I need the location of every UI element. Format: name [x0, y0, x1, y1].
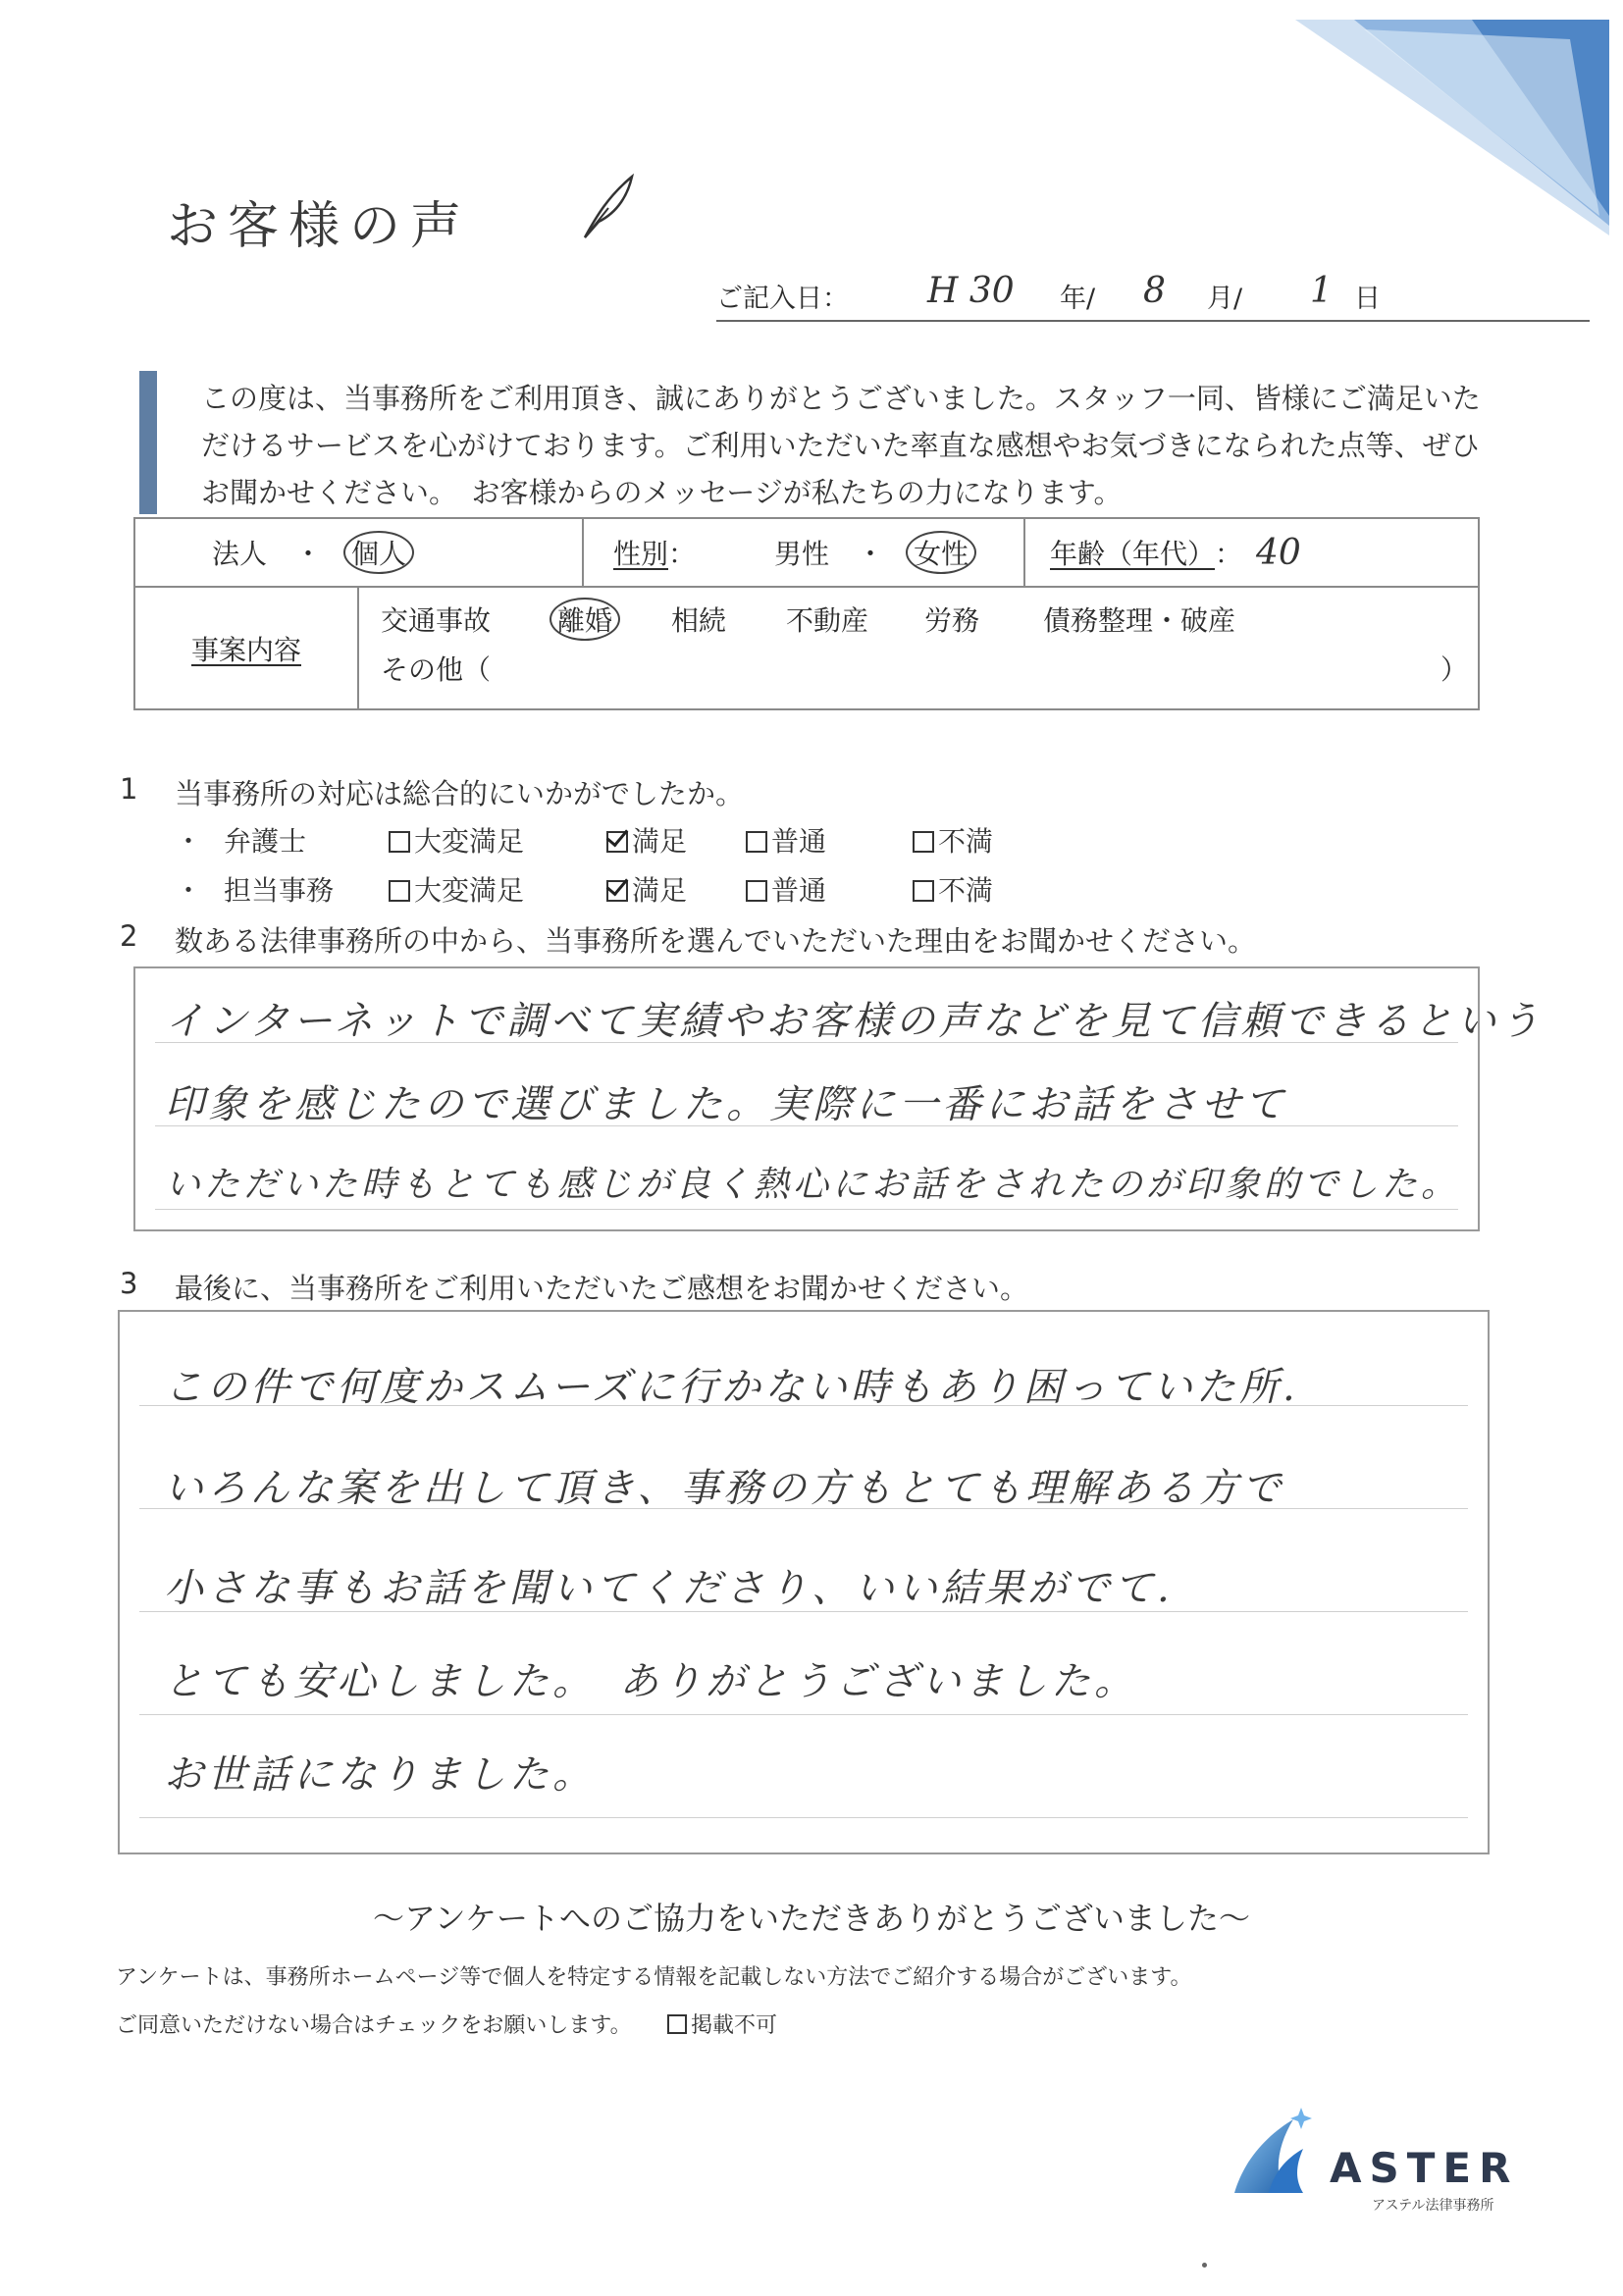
rating-unsatisfied[interactable]: 不満 — [913, 820, 993, 860]
rating-unsatisfied[interactable]: 不満 — [913, 869, 993, 909]
intro-text — [201, 375, 1516, 516]
case-option[interactable]: 相続 — [671, 604, 727, 637]
rating-normal[interactable]: 普通 — [746, 820, 826, 860]
age-value: 40 — [1256, 532, 1301, 573]
feather-icon — [579, 173, 638, 241]
client-type-cell: 法人 ・ 個人 — [135, 519, 584, 586]
date-row — [716, 273, 1590, 322]
q2-number: 2 — [120, 919, 138, 953]
intro-accent-bar — [139, 371, 157, 514]
q1-row-label: 弁護士 — [224, 825, 307, 858]
q2-answer-line: 印象を感じたので選びました。実際に一番にお話をさせて — [165, 1082, 1287, 1127]
aster-logo-icon — [1225, 2100, 1323, 2208]
scan-dot — [1202, 2263, 1207, 2268]
info-row-case — [135, 588, 1478, 708]
consent-note: ご同意いただけない場合はチェックをお願いします。 — [116, 2013, 632, 2038]
q1-row-staff: ・ 担当事務 大変満足 満足 普通 不満 — [175, 869, 1058, 909]
date-day: 1 — [1310, 271, 1333, 311]
case-option-selected[interactable]: 離婚 — [550, 598, 620, 641]
q1-row-lawyer: ・ 弁護士 大変満足 満足 普通 不満 — [175, 820, 1058, 860]
case-other-label: その他（ — [381, 653, 492, 686]
corner-decoration — [1276, 20, 1609, 245]
q3-answer-line: とても安心しました。 ありがとうございました。 — [164, 1659, 1137, 1704]
q2-answer-line: いただいた時もとても感じが良く熱心にお話をされたのが印象的でした。 — [165, 1165, 1461, 1205]
customer-info-table — [133, 517, 1480, 710]
checkbox-icon — [667, 2014, 687, 2034]
q3-text: 最後に、当事務所をご利用いただいたご感想をお聞かせください。 — [175, 1272, 1029, 1305]
case-option[interactable]: 債務整理・破産 — [1043, 604, 1236, 637]
intro-line: この度は、当事務所をご利用頂き、誠にありがとうございました。スタッフ一同、皆様にご満足いた — [201, 382, 1481, 415]
q2-answer-box — [133, 966, 1544, 1231]
info-row-basic — [135, 519, 1478, 588]
case-label-cell — [135, 588, 359, 708]
day-unit: 日 — [1354, 284, 1381, 314]
case-option[interactable]: 交通事故 — [381, 604, 492, 637]
q2-answer-line: インターネットで調べて実績やお客様の声などを見て信頼できるという — [165, 999, 1544, 1044]
date-era-year: H 30 — [927, 271, 1015, 311]
q3-answer-line: 小さな事もお話を聞いてくださり、いい結果がでて. — [164, 1566, 1174, 1611]
intro-line: だけるサービスを心がけております。ご利用いただいた率直な感想やお気づきになられた点等、ぜひ — [201, 429, 1480, 462]
q3-number: 3 — [120, 1267, 138, 1300]
corp-option[interactable]: 法人 — [212, 538, 268, 570]
case-option[interactable]: 不動産 — [786, 604, 869, 637]
logo-subtitle: アステル法律事務所 — [1372, 2198, 1494, 2214]
female-option-selected[interactable]: 女性 — [906, 531, 976, 574]
rating-very-satisfied[interactable]: 大変満足 — [389, 820, 524, 860]
rating-satisfied-checked[interactable]: 満足 — [606, 869, 687, 909]
q3-answer-line: お世話になりました。 — [164, 1752, 596, 1798]
checkmark-icon — [606, 880, 628, 902]
month-unit: 月/ — [1207, 284, 1243, 314]
date-underline — [716, 320, 1590, 322]
date-month: 8 — [1143, 271, 1166, 311]
rating-normal[interactable]: 普通 — [746, 869, 826, 909]
year-unit: 年/ — [1060, 284, 1096, 314]
logo-name: ASTER — [1330, 2144, 1519, 2192]
intro-line: お聞かせください。 お客様からのメッセージが私たちの力になります。 — [201, 476, 1123, 509]
age-label: 年齢（年代） — [1050, 538, 1216, 570]
q3-answer-box — [118, 1310, 1490, 1854]
case-other-close: ） — [1440, 653, 1469, 686]
rating-very-satisfied[interactable]: 大変満足 — [389, 869, 524, 909]
q1-row-label: 担当事務 — [224, 874, 335, 907]
checkmark-icon — [606, 831, 628, 853]
disclosure-note: アンケートは、事務所ホームページ等で個人を特定する情報を記載しない方法でご紹介する場合がございます。 — [116, 1965, 1192, 1990]
case-option[interactable]: 労務 — [924, 604, 980, 637]
rating-satisfied-checked[interactable]: 満足 — [606, 820, 687, 860]
individual-option-selected[interactable]: 個人 — [343, 531, 414, 574]
q2-text: 数ある法律事務所の中から、当事務所を選んでいただいた理由をお聞かせください。 — [175, 924, 1257, 958]
age-cell: 年齢（年代） ： 40 — [1050, 532, 1301, 573]
date-label: ご記入日： — [716, 284, 849, 314]
case-label: 事案内容 — [190, 633, 301, 666]
optout-checkbox[interactable]: 掲載不可 — [667, 2009, 777, 2039]
q3-answer-line: いろんな案を出して頂き、事務の方もとても理解ある方で — [164, 1466, 1285, 1511]
thanks-message: ～アンケートへのご協力をいただきありがとうございました～ — [372, 1900, 1251, 1937]
q3-answer-line: この件で何度かスムーズに行かない時もあり困っていた所. — [164, 1365, 1299, 1410]
male-option[interactable]: 男性 — [774, 538, 830, 570]
q1-text: 当事務所の対応は総合的にいかがでしたか。 — [175, 777, 745, 810]
gender-cell: 性別 ： 男性 ・ 女性 — [584, 519, 1025, 586]
q1-number: 1 — [120, 772, 138, 806]
gender-label: 性別 — [613, 538, 669, 570]
page-title: お客様の声 — [167, 197, 472, 256]
